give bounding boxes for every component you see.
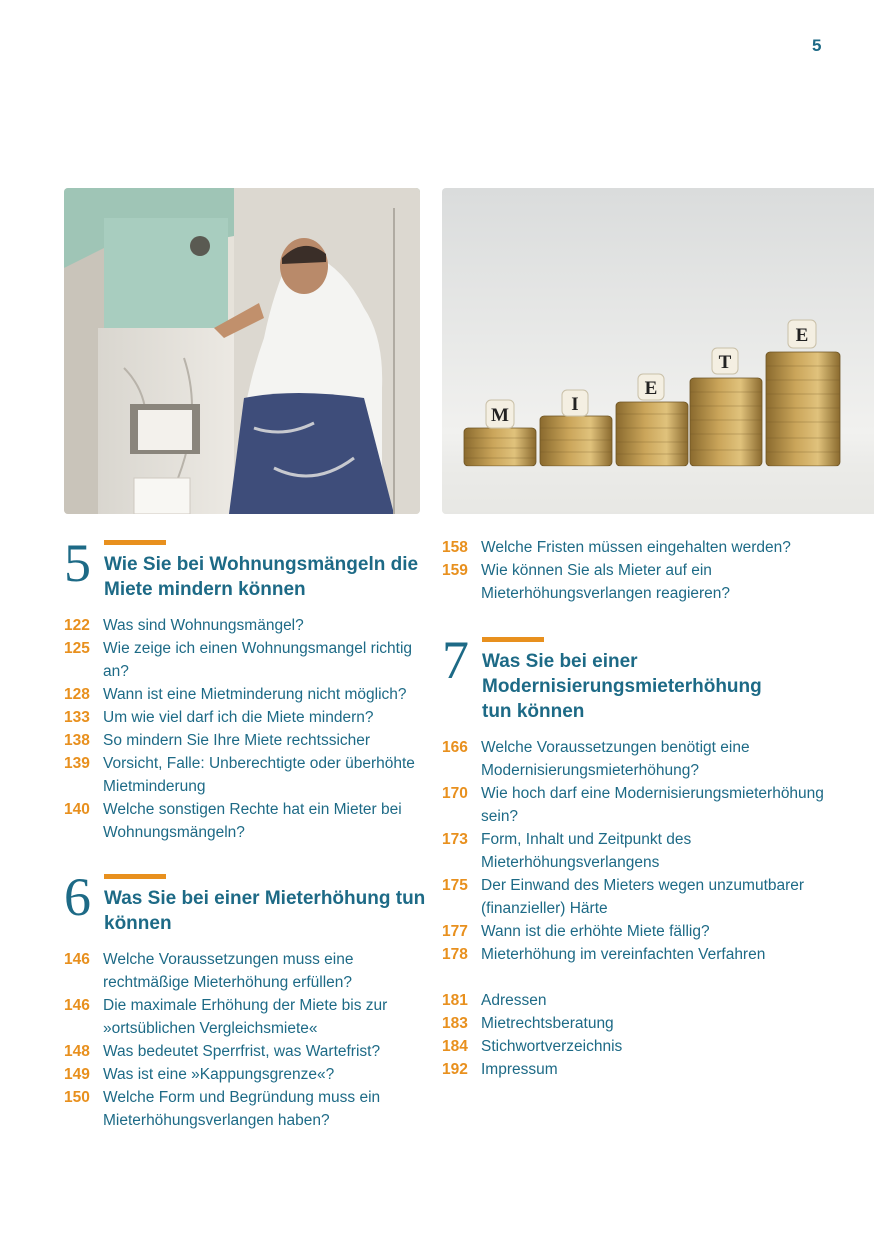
toc-entry[interactable] xyxy=(64,994,434,1040)
toc-right-column xyxy=(442,536,862,1081)
toc-entry[interactable] xyxy=(64,1063,434,1086)
chapter-accent-bar xyxy=(482,637,544,642)
chapter-6-entries xyxy=(64,948,434,1132)
toc-page: 146 xyxy=(64,997,90,1014)
toc-text: Welche Voraussetzungen muss eine rechtmäßige Mieterhöhung erfüllen? xyxy=(103,951,354,991)
toc-page: 159 xyxy=(442,562,468,579)
toc-text: Wie zeige ich einen Wohnungsmangel richtig an? xyxy=(103,640,413,680)
toc-entry[interactable] xyxy=(442,736,862,782)
toc-entry[interactable] xyxy=(442,920,862,943)
toc-text: Stichwortverzeichnis xyxy=(481,1038,623,1055)
toc-text: Die maximale Erhöhung der Miete bis zur »ortsüblichen Vergleichsmiete« xyxy=(103,997,388,1037)
chapter-6 xyxy=(64,867,434,936)
toc-page: 125 xyxy=(64,640,90,657)
chapter-6-continued-entries xyxy=(442,536,862,605)
toc-entry[interactable] xyxy=(442,536,862,559)
chapter-title: Was Sie bei einer Modernisierungsmieterhöhung tun können xyxy=(482,651,762,722)
page-number: 5 xyxy=(812,36,822,55)
toc-entry[interactable] xyxy=(442,1012,862,1035)
toc-text: Mieterhöhung im vereinfachten Verfahren xyxy=(481,946,766,963)
toc-left-column xyxy=(64,533,434,1132)
chapter-number: 6 xyxy=(64,867,91,927)
toc-page: 150 xyxy=(64,1089,90,1106)
die-letter-m: M xyxy=(491,405,509,426)
die-letter-i: I xyxy=(571,394,579,415)
die-letter-t: T xyxy=(718,352,732,373)
toc-page: 122 xyxy=(64,617,90,634)
chapter-7-entries xyxy=(442,736,862,966)
toc-text: So mindern Sie Ihre Miete rechtssicher xyxy=(103,732,371,749)
toc-text: Welche Form und Begründung muss ein Mieterhöhungsverlangen haben? xyxy=(103,1089,381,1129)
toc-entry[interactable] xyxy=(442,782,862,828)
toc-entry[interactable] xyxy=(442,1058,862,1081)
coin-stacks-photo xyxy=(442,188,874,514)
toc-page: 177 xyxy=(442,923,468,940)
die-letter-e2: E xyxy=(795,325,809,346)
toc-entry[interactable] xyxy=(442,559,862,605)
toc-text: Welche Fristen müssen eingehalten werden? xyxy=(481,539,791,556)
chapter-title: Was Sie bei einer Mieterhöhung tun können xyxy=(104,888,426,934)
toc-text: Welche Voraussetzungen benötigt eine Modernisierungsmieterhöhung? xyxy=(481,739,750,779)
toc-page: 140 xyxy=(64,801,90,818)
toc-page: 170 xyxy=(442,785,468,802)
toc-text: Vorsicht, Falle: Unberechtigte oder überhöhte Mietminderung xyxy=(103,755,415,795)
toc-entry[interactable] xyxy=(64,706,434,729)
toc-entry[interactable] xyxy=(442,943,862,966)
toc-text: Impressum xyxy=(481,1061,558,1078)
chapter-number: 5 xyxy=(64,533,91,593)
toc-text: Wann ist die erhöhte Miete fällig? xyxy=(481,923,710,940)
chapter-number: 7 xyxy=(442,630,469,690)
toc-entry[interactable] xyxy=(442,828,862,874)
toc-page: 158 xyxy=(442,539,468,556)
chapter-accent-bar xyxy=(104,540,166,545)
toc-page: 175 xyxy=(442,877,468,894)
toc-entry[interactable] xyxy=(64,798,434,844)
toc-page: 178 xyxy=(442,946,468,963)
toc-text: Was bedeutet Sperrfrist, was Wartefrist? xyxy=(103,1043,381,1060)
toc-page: 173 xyxy=(442,831,468,848)
toc-text: Der Einwand des Mieters wegen unzumutbarer (finanzieller) Härte xyxy=(481,877,805,917)
toc-text: Was sind Wohnungsmängel? xyxy=(103,617,304,634)
appendix-entries xyxy=(442,989,862,1081)
toc-entry[interactable] xyxy=(64,683,434,706)
toc-page: 133 xyxy=(64,709,90,726)
toc-page: 184 xyxy=(442,1038,468,1055)
toc-entry[interactable] xyxy=(64,614,434,637)
toc-text: Mietrechtsberatung xyxy=(481,1015,614,1032)
toc-text: Wann ist eine Mietminderung nicht möglich? xyxy=(103,686,407,703)
toc-page: 138 xyxy=(64,732,90,749)
toc-entry[interactable] xyxy=(64,1040,434,1063)
chapter-5 xyxy=(64,533,434,602)
toc-text: Wie hoch darf eine Modernisierungsmieterhöhung sein? xyxy=(481,785,824,825)
bathroom-repair-photo xyxy=(64,188,420,514)
toc-entry[interactable] xyxy=(64,729,434,752)
toc-text: Welche sonstigen Rechte hat ein Mieter bei Wohnungsmängeln? xyxy=(103,801,402,841)
toc-page: 183 xyxy=(442,1015,468,1032)
toc-text: Um wie viel darf ich die Miete mindern? xyxy=(103,709,374,726)
chapter-accent-bar xyxy=(104,874,166,879)
chapter-7 xyxy=(442,630,782,724)
chapter-title: Wie Sie bei Wohnungsmängeln die Miete mindern können xyxy=(104,554,419,600)
toc-entry[interactable] xyxy=(64,948,434,994)
toc-page: 128 xyxy=(64,686,90,703)
toc-page: 148 xyxy=(64,1043,90,1060)
toc-entry[interactable] xyxy=(64,752,434,798)
toc-text: Form, Inhalt und Zeitpunkt des Mieterhöhungsverlangens xyxy=(481,831,692,871)
toc-entry[interactable] xyxy=(442,989,862,1012)
chapter-5-entries xyxy=(64,614,434,844)
toc-entry[interactable] xyxy=(442,874,862,920)
toc-page: 139 xyxy=(64,755,90,772)
toc-text: Was ist eine »Kappungsgrenze«? xyxy=(103,1066,335,1083)
toc-page: 192 xyxy=(442,1061,468,1078)
toc-page: 181 xyxy=(442,992,468,1009)
toc-page: 149 xyxy=(64,1066,90,1083)
toc-entry[interactable] xyxy=(442,1035,862,1058)
toc-entry[interactable] xyxy=(64,637,434,683)
toc-page: 166 xyxy=(442,739,468,756)
toc-text: Wie können Sie als Mieter auf ein Mieterhöhungsverlangen reagieren? xyxy=(481,562,731,602)
toc-text: Adressen xyxy=(481,992,547,1009)
die-letter-e: E xyxy=(644,378,658,399)
toc-entry[interactable] xyxy=(64,1086,434,1132)
toc-page: 146 xyxy=(64,951,90,968)
